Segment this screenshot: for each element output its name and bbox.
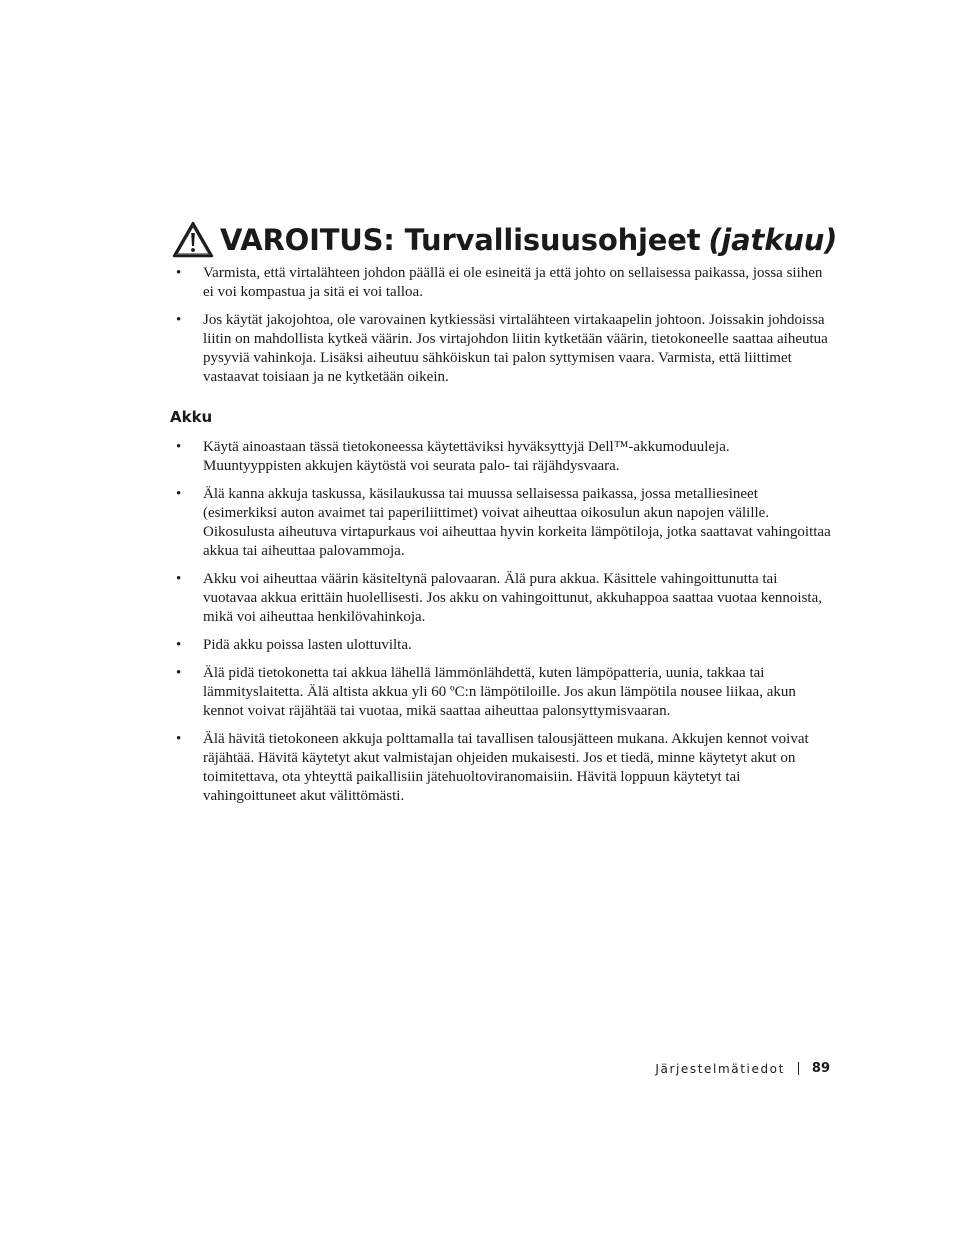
bullet-icon: • <box>176 312 182 328</box>
section-heading-battery: Akku <box>170 408 213 426</box>
page-number: 89 <box>811 1061 830 1076</box>
list-item: • Älä hävitä tietokoneen akkuja polttamalla tai tavallisen talousjätteen mukana. Akkujen kennot voivat räjähtää. Hävitä käytetyt akut valmistajan ohjeiden mukaisesti. Jos et tiedä, minne käytetyt akut on toimitettava, ota yhteyttä paikallisiin jätehuoltoviranomaisiin. Hävitä loppuun käytetyt tai vahingoittuneet akut välittömästi. <box>176 731 809 804</box>
footer-label: Järjestelmätiedot <box>655 1061 785 1076</box>
bullet-icon: • <box>176 486 182 502</box>
page-heading <box>172 218 837 262</box>
list-item: • Älä kanna akkuja taskussa, käsilaukussa tai muussa sellaisessa paikassa, jossa metalliesineet (esimerkiksi auton avaimet tai paperiliittimet) voivat aiheuttaa oikosulun akun napojen välille. Oikosulusta aiheutuva virtapurkaus voi aiheuttaa hyvin korkeita lämpötiloja, jotka saattavat vahingoittaa akkua tai aiheuttaa palovammoja. <box>176 486 831 559</box>
bullet-icon: • <box>176 665 182 681</box>
bullet-icon: • <box>176 637 182 653</box>
warning-triangle-icon <box>172 221 214 259</box>
bullet-icon: • <box>176 571 182 587</box>
footer-separator <box>798 1062 799 1075</box>
title-continued: (jatkuu) <box>708 223 838 257</box>
list-item: • Akku voi aiheuttaa väärin käsiteltynä palovaaran. Älä pura akkua. Käsittele vahingoittunutta tai vuotavaa akkua erittäin huolellisesti. Jos akku on vahingoittunut, akkuhappoa saattaa vuotaa kennoista, mikä voi aiheuttaa henkilövahinkoja. <box>176 571 823 625</box>
safety-list-battery <box>176 438 831 815</box>
bullet-icon: • <box>176 439 182 455</box>
list-item: • Pidä akku poissa lasten ulottuvilta. <box>176 637 412 653</box>
page-title: VAROITUS: Turvallisuusohjeet (jatkuu) <box>220 223 838 257</box>
bullet-icon: • <box>176 265 182 281</box>
bullet-icon: • <box>176 731 182 747</box>
page-footer <box>655 1061 830 1076</box>
list-item: • Varmista, että virtalähteen johdon päällä ei ole esineitä ja että johto on sellaisessa paikassa, jossa siihen ei voi kompastua ja sitä ei voi talloa. <box>176 265 823 300</box>
list-item: • Jos käytät jakojohtoa, ole varovainen kytkiessäsi virtalähteen virtakaapelin johtoon. Joissakin johdoissa liitin on mahdollista kytkeä väärin. Jos virtajohdon liitin kytketään väärin, tietokoneelle saattaa aiheutua pysyviä vahinkoja. Lisäksi aiheutuu sähköiskun tai palon syttymisen vaara. Varmista, että liittimet vastaavat toisiaan ja ne kytketään oikein. <box>176 312 828 385</box>
safety-list-general <box>176 264 831 396</box>
list-item: • Älä pidä tietokonetta tai akkua lähellä lämmönlähdettä, kuten lämpöpatteria, uunia, takkaa tai lämmityslaitetta. Älä altista akkua yli 60 ºC:n lämpötiloille. Jos akun lämpötila nousee liikaa, akun kennot voivat räjähtää tai vuotaa, mikä saattaa aiheuttaa palonsyttymisvaaran. <box>176 665 796 719</box>
list-item: • Käytä ainoastaan tässä tietokoneessa käytettäviksi hyväksyttyjä Dell™-akkumoduuleja. Muuntyyppisten akkujen käytöstä voi seurata palo- tai räjähdysvaara. <box>176 439 730 474</box>
